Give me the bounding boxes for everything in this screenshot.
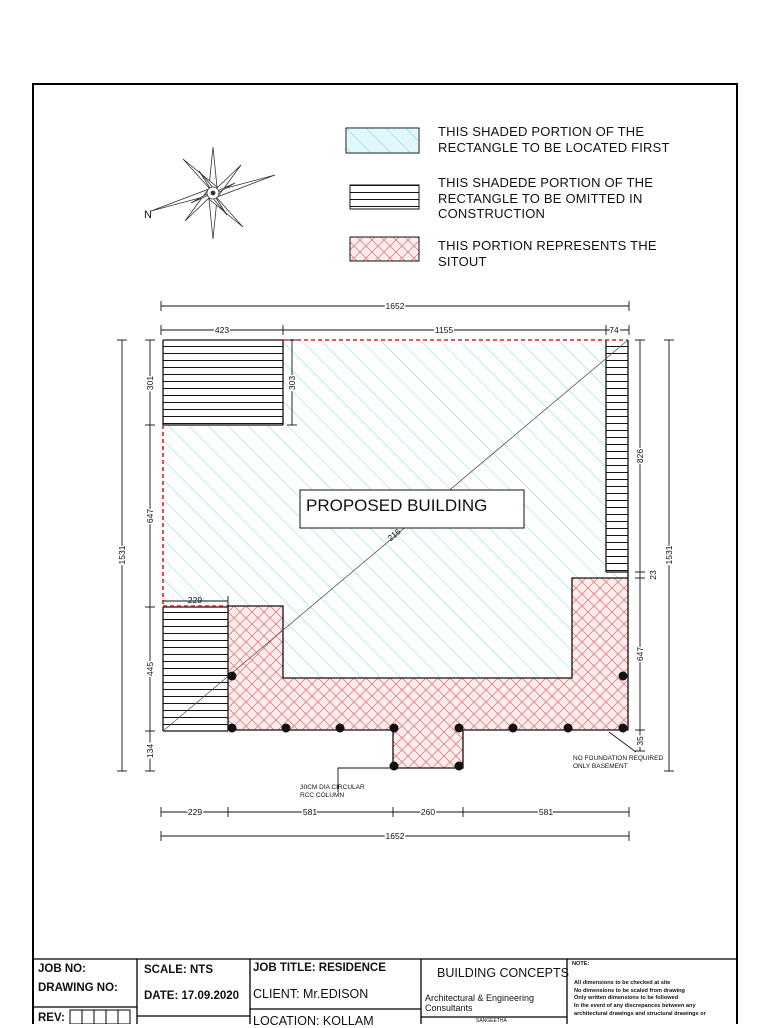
legend-swatch-omitted — [350, 185, 419, 209]
location-label: LOCATION: KOLLAM — [253, 1014, 374, 1028]
firm-cut-text: SANGEETHA — [476, 1018, 507, 1024]
dim-bottom-overall: 1652 — [385, 831, 405, 841]
dim-bottom-581b: 581 — [538, 807, 554, 817]
omitted-portion-bottom-left — [163, 607, 228, 731]
dim-top-right: 74 — [609, 325, 619, 335]
job-title-label: JOB TITLE: RESIDENCE — [253, 962, 386, 974]
dim-bottom-260: 260 — [420, 807, 436, 817]
dim-right-647: 647 — [635, 646, 645, 662]
north-label: N — [144, 209, 152, 221]
dim-left-top: 301 — [145, 375, 155, 391]
dim-left-mid: 647 — [145, 508, 155, 524]
legend-text-omitted: THIS SHADEDE PORTION OF THE RECTANGLE TO BE OMITTED IN CONSTRUCTION — [438, 175, 654, 221]
omitted-portion-top-left — [163, 340, 283, 425]
dim-top-left: 423 — [214, 325, 230, 335]
job-no-label: JOB NO: — [38, 963, 86, 975]
firm-subtitle: Architectural & Engineering Consultants — [425, 993, 535, 1013]
dim-right-35: 35 — [635, 736, 645, 746]
omitted-portion-right — [606, 340, 628, 572]
dim-right-overall: 1531 — [664, 545, 674, 565]
building-label: PROPOSED BUILDING — [306, 496, 488, 515]
dim-right-23: 23 — [648, 570, 658, 580]
rev-boxes — [70, 1010, 130, 1024]
notes-list: All dimensions to be checked at site No dimensions to be scaled from drawing Only written dimensions to be followed In the event of any discrepances between any architectural drawings and structural drawings or — [574, 980, 706, 1017]
north-compass-icon — [151, 147, 275, 239]
notes-title: NOTE: — [572, 961, 590, 967]
client-label: CLIENT: Mr.EDISON — [253, 987, 369, 1001]
dim-top-overall: 1652 — [385, 301, 405, 311]
dim-inner-303: 303 — [287, 375, 297, 391]
dim-inner-229: 229 — [187, 595, 203, 605]
dim-right-top: 826 — [635, 448, 645, 464]
date-label: DATE: 17.09.2020 — [144, 990, 240, 1002]
dim-top-mid: 1155 — [434, 325, 454, 335]
dim-bottom-581a: 581 — [302, 807, 318, 817]
dim-diagonal: 216 — [385, 526, 403, 544]
foundation-note: NO FOUNDATION REQUIRED ONLY BASEMENT — [573, 755, 664, 770]
dim-bottom-229: 229 — [187, 807, 203, 817]
dim-left-overall: 1531 — [117, 545, 127, 565]
legend-swatch-sitout — [350, 237, 419, 261]
column-note: 30CM DIA CIRCULAR RCC COLUMN — [300, 784, 365, 799]
legend-text-sitout: THIS PORTION REPRESENTS THE SITOUT — [438, 238, 657, 269]
dim-left-bottom: 134 — [145, 743, 155, 759]
dim-left-low: 445 — [145, 661, 155, 677]
scale-label: SCALE: NTS — [144, 964, 213, 976]
rev-label: REV: — [38, 1012, 65, 1024]
legend-text-located-first: THIS SHADED PORTION OF THE RECTANGLE TO BE LOCATED FIRST — [438, 124, 670, 155]
firm-name: BUILDING CONCEPTS — [437, 966, 569, 980]
drawing-no-label: DRAWING NO: — [38, 982, 118, 994]
